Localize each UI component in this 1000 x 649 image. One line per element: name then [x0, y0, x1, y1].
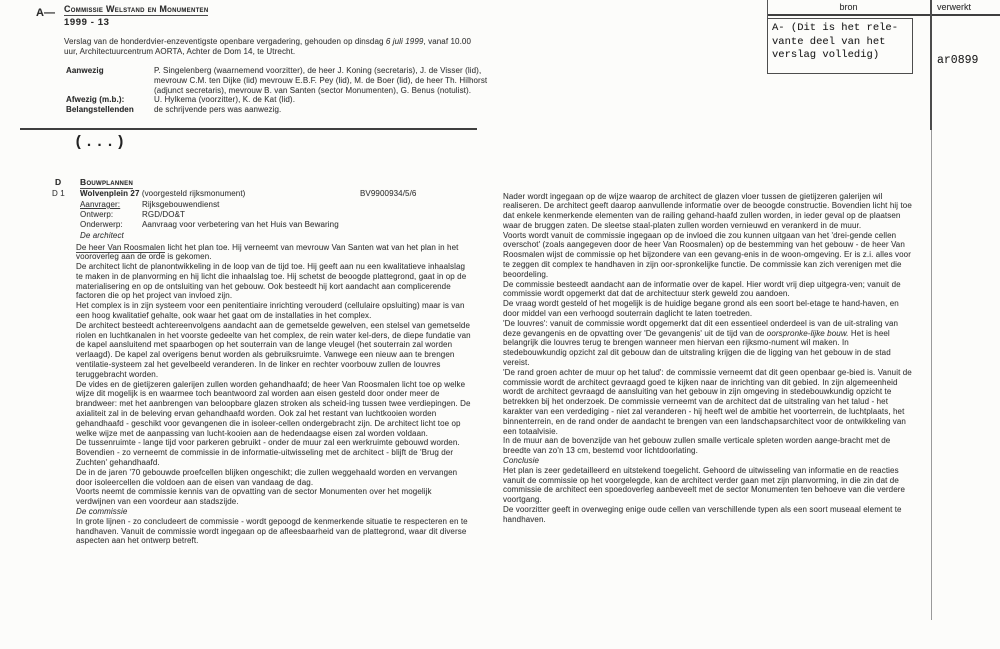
paragraph: In grote lijnen - zo concludeert de commissie - wordt gepoogd de kenmerkende situatie te respecteren en te handhaven. Vanuit de commissie wordt ingegaan op de afleesbaarheid van de plattegrond, waar dit diverse aspecten aan het ontwerp betreft. — [76, 516, 468, 546]
field-row-onderwerp — [80, 220, 470, 230]
paragraph: Voorts neemt de commissie kennis van de opvatting van de sector Monumenten over het mogelijk verdwijnen van een voordeur aan stadszijde. — [76, 487, 432, 507]
stamp-column-divider-line-lower — [931, 130, 932, 620]
item-title-row — [80, 189, 360, 199]
paragraph-text: licht het plan toe. Hij verneemt van mevrouw Van Santen wat van het plan in het vooroverleg aan de orde is gekomen. — [76, 242, 459, 262]
field-value: Aanvraag voor verbetering van het Huis van Bewaring — [142, 220, 339, 230]
intro-text-tail: , vanaf 10.00 uur, Architectuurcentrum AORTA, Achter de Dom 14, te Utrecht. — [64, 37, 472, 56]
subheading-conclusie: Conclusie — [503, 456, 540, 466]
stamp-column-divider-line — [930, 0, 932, 130]
attendance-row-afwezig — [66, 95, 490, 105]
paragraph: De vides en de gietijzeren galerijen zullen worden gehandhaafd; de heer Van Roosmalen licht toe op welke wijze dit mogelijk is en waarmee toch beantwoord zal worden aan eisen gesteld door onder meer de brandweer: met het aanbrengen van beloopbare glazen stroken als scheid-ing tussen twee verdiepingen. De axialiteit zal in de beleving ervan gehandhaafd worden. Ook zal het restant van luchtkooien worden gehandhaafd - geschikt voor gevangenen die in isoleer-cellen ondergebracht zijn. De architect licht toe op welke wijze met de aanpassing van lucht-kooien aan de hedendaagse eisen zal worden voldaan. — [76, 379, 471, 438]
paragraph: De vraag wordt gesteld of het mogelijk is de huidige begane grond als een soort bel-etage te hand-haven, en door middel van een verhoogd souterrain daglicht te laten toetreden. — [503, 299, 899, 319]
attendance-value: de schrijvende pers was aanwezig. — [154, 105, 282, 115]
header-divider-line — [20, 128, 477, 130]
paragraph — [503, 319, 913, 368]
body-left-column — [76, 243, 472, 547]
meeting-intro — [64, 37, 476, 57]
item-number: D 1 — [52, 189, 65, 198]
field-value: RGD/DO&T — [142, 210, 186, 220]
org-title: Commissie Welstand en Monumenten — [64, 4, 209, 14]
body-right-column — [503, 192, 913, 525]
paragraph: Voorts wordt vanuit de commissie ingegaan op de invloed die zou kunnen uitgaan van het 'drei-gende cellen overschot' (zoals aangegeven door de heer Van Roosmalen) op de bestemming van het gebouw - de heer Van Roosmalen wijst de commissie op het bijzondere van een gevang-enis in de woon-omgeving. Er is z.i. alles voor te zeggen dit complex te handhaven in zijn oor-spronkelijke functie. De commissie kan zich verenigen met die beoordeling. — [503, 230, 911, 279]
stamp-note-line: A- (Dit is het rele- — [772, 22, 899, 34]
omission-ellipsis: (...) — [74, 134, 127, 151]
section-title: Bouwplannen — [80, 177, 134, 187]
attendance-label: Aanwezig — [66, 66, 104, 75]
paragraph — [76, 243, 472, 263]
paragraph: De commissie besteedt aandacht aan de informatie over de kapel. Hier wordt vrij diep uitgegra-ven; vanuit de commissie wordt opgemerkt dat dat de architectuur sterk geweld zou aandoen. — [503, 279, 901, 299]
paragraph: Het complex is in zijn systeem voor een penitentiaire inrichting verouderd (cellulaire opsluiting) maar is van een hoog kwalitatief gehalte, ook waar het gaat om de installaties in het complex. — [76, 301, 465, 321]
emphasized-text: oorspronke-lijke bouw. — [766, 328, 849, 338]
paragraph: Nader wordt ingegaan op de wijze waarop de architect de glazen vloer tussen de gietijzeren galerijen wil realiseren. De architect geeft daarop aanvullende informatie over de beoogde constructie. Bovendien licht hij toe dat enkele kenmerkende elementen van de railing gehand-haafd zullen worden, in ieder geval op de plaatsen waar de bruggen zaten. De sleetse staal-platen zullen worden vernieuwd en verankerd in de muur. — [503, 191, 912, 230]
field-label: Aanvrager: — [80, 200, 121, 209]
paragraph: In de muur aan de bovenzijde van het gebouw zullen smalle verticale spleten worden aange-bracht met de breedte van zo'n 13 cm, bestemd voor lichtdoorlating. — [503, 436, 891, 456]
speaker-name: De heer Van Roosmalen — [76, 242, 166, 252]
stamp-note-line: verslag volledig) — [772, 49, 880, 61]
stamp-note-box — [767, 18, 913, 74]
intro-text: Verslag van de honderdvier-enzeventigste openbare vergadering, gehouden op dinsdag — [64, 37, 386, 46]
field-row-aanvrager — [80, 200, 470, 210]
stamp-left-line — [767, 0, 768, 19]
paragraph: De architect licht de planontwikkeling in de loop van de tijd toe. Hij geeft aan nu een kwalitatieve inhaalslag te maken in de planvorming en hij licht die inhaalslag toe. Hij schetst de beoogde plattegrond, gaat in op de materialisering en op de ontsluiting van het gebouw. Ook besteedt hij kort aandacht aan complicerende factoren die op het project van invloed zijn. — [76, 262, 467, 301]
attendance-list — [66, 66, 490, 115]
field-row-ontwerp — [80, 210, 470, 220]
field-value: Rijksgebouwendienst — [142, 200, 220, 209]
field-label: Onderwerp: — [80, 220, 123, 230]
subheading-commissie: De commissie — [76, 507, 128, 517]
section-letter: D — [55, 177, 62, 187]
paragraph: Het plan is zeer gedetailleerd en uitstekend toegelicht. Gehoord de uitwisseling van informatie en de reacties vanuit de commissie op het voorgelegde, kan de architect verder gaan met zijn planvorming, in die zin dat de commissie de architect een spoedoverleg aanbeveelt met de sector Monumenten ten behoeve van die verdere voortgang. — [503, 465, 906, 505]
attendance-row-aanwezig — [66, 66, 490, 95]
item-reference-number: BV9900934/5/6 — [360, 189, 417, 198]
item-title: Wolvenplein 27 — [80, 189, 140, 198]
stamp-col-verwerkt-label: verwerkt — [937, 2, 972, 12]
field-label: Ontwerp: — [80, 210, 114, 220]
paragraph: De architect besteedt achtereenvolgens aandacht aan de gemetselde gewelven, een stelsel van gemetselde riolen en luchtkanalen in het voorste gedeelte van het complex, de rein water kel-ders, de diepe fundatie van de kapel aansluitend met spaarbogen op het souterrain van de lange vleugel (het souterrain zal worden verlaagd). De kapel zal overigens benut worden als gebruiksruimte. Vanwege een nieuw aan te brengen ventilatie-systeem zal het gevelbeeld veranderen. In de linker en rechter voorbouw zullen de louvres teruggebracht worden. — [76, 320, 471, 379]
paragraph-text: 'De louvres': vanuit de commissie wordt opgemerkt dat dit een essentieel onderdeel is van de uit-straling van deze gevangenis en de opvatting over 'De gevangenis' uit de tijd van de — [503, 318, 899, 338]
attendance-row-belangstellenden — [66, 105, 490, 115]
item-fields — [80, 200, 470, 231]
doc-number: 1999 - 13 — [64, 17, 110, 28]
attendance-label: Belangstellenden — [66, 105, 134, 115]
meeting-date: 6 juli 1999 — [385, 37, 424, 46]
paragraph: De tussenruimte - lange tijd voor parkeren gebruikt - onder de muur zal een werkruimte gebouwd worden. Bovendien - zo verneemt de commissie in de informatie-uitwisseling met de architect - blijft de 'Brug der Zuchten' gehandhaafd. — [76, 438, 460, 468]
subheading-architect: De architect — [80, 231, 124, 240]
stamp-code: ar0899 — [937, 54, 979, 67]
margin-marker-a: A— — [36, 7, 55, 19]
stamp-header-underline — [767, 14, 1000, 16]
paragraph: De voorzitter geeft in overweging enige oude cellen van verschillende typen als een soort museaal element te handhaven. — [503, 505, 902, 524]
item-title-suffix: (voorgesteld rijksmonument) — [139, 189, 246, 198]
paragraph: De in de jaren '70 gebouwde proefcellen blijken ongeschikt; die zullen weggehaald worden en vervangen door isoleercellen die voldoen aan de eisen van vandaag de dag. — [76, 467, 458, 487]
paragraph: 'De rand groen achter de muur op het talud': de commissie verneemt dat dit geen openbaar ge-bied is. Vanuit de commissie wordt de architect gevraagd goed te kijken naar de inrichting van dit gebied. In zijn algemeenheid wordt de architect gevraagd de aansluiting van het gebouw in zijn omgeving in stedebouwkundig opzicht te betrekken bij het onderzoek. De commissie verneemt van de architect dat de uitstraling van het talud - het karakter van een verdediging - niet zal veranderen - hij heeft wel de ambitie het voorterrein, de luchtplaats, het binnenterrein, en de rand onder de aandacht te brengen van een landschapsarchitect voor de ontwikkeling van een totaalvisie. — [503, 367, 912, 436]
attendance-value: P. Singelenberg (waarnemend voorzitter), de heer J. Koning (secretaris), J. de Visser (lid), mevrouw C.M. ten Dijke (lid) mevrouw E.B.F. Pey (lid), M. de Boer (lid), de heer Th. Hilhorst (adjunct secretaris), mevrouw B. van Santen (sector Monumenten), G. Benus (notulist). — [154, 66, 488, 95]
attendance-value: U. Hylkema (voorzitter), K. de Kat (lid). — [154, 95, 296, 105]
attendance-label: Afwezig (m.b.): — [66, 95, 125, 105]
stamp-col-bron-label: bron — [839, 2, 858, 12]
stamp-note-line: vante deel van het — [772, 35, 886, 48]
paragraph-text: Het is heel belangrijk die louvres terug te brengen wanneer men hiervan een rijksmo-nument wil maken. In stedebouwkundig opzicht zal dit gebouw dan de uitstraling krijgen die de ligging van het gebouw in de stad vereist. — [503, 328, 891, 368]
